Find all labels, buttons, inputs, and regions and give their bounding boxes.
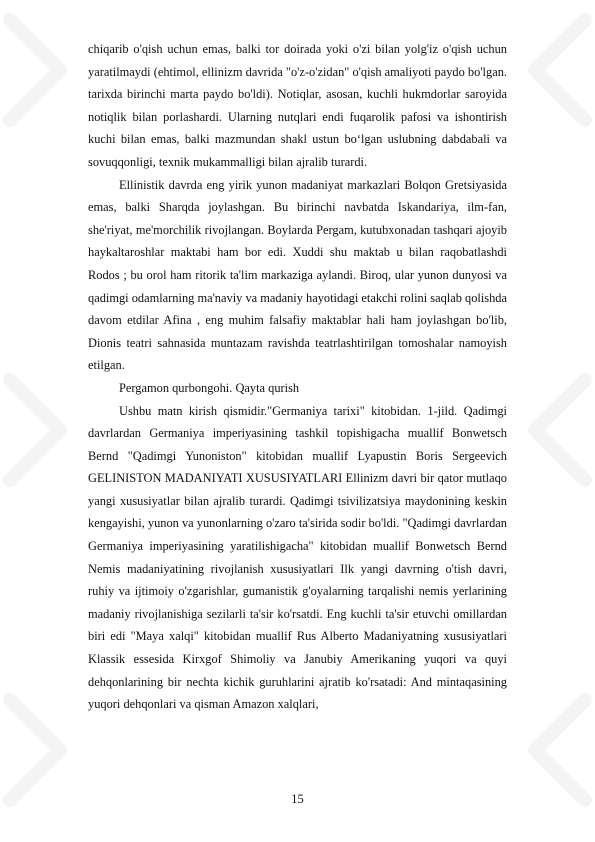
figure-caption: Pergamon qurbongohi. Qayta qurish xyxy=(119,380,300,395)
page-number: 15 xyxy=(291,792,304,806)
paragraph-3: Ushbu matn kirish qismidir."Germaniya tarixi" kitobidan. 1-jild. Qadimgi davrlardan Germaniya imperiyasining tashkil topishigacha muallif Bonwetsch Bernd "Qadimgi Yunoniston" kitobidan muallif Lyapustin Boris Sergeevich GELINISTON MADANIYATI XUSUSIYATLARI Ellinizm davri bir qator mutlaqo yangi xususiyatlar bilan ajralib turardi. Qadimgi tsivilizatsiya maydonining keskin kengayishi, yunon va yunonlarning o'zaro ta'sirida sodir bo'ldi. "Qadimgi davrlardan Germaniya imperiyasining yaratilishigacha" kitobidan muallif Bonwetsch Bernd Nemis madaniyatining rivojlanish xususiyatlari Ilk yangi davrning o'tish davri, ruhiy va ijtimoiy o'zgarishlar, gumanistik g'oyalarning tarqalishi nemis yerlarining madaniy rivojlanishiga sezilarli ta'sir ko'rsatdi. Eng kuchli ta'sir etuvchi omillardan biri edi "Maya xalqi" kitobidan muallif Rus Alberto Madaniyatning xususiyatlari Klassik essesida Kirxgof Shimoliy va Janubiy Amerikaning yuqori va quyi dehqonlarining bir nechta kichik guruhlarini ajratib ko'rsatadi: And mintaqasining yuqori dehqonlari va qisman Amazon xalqlari, xyxy=(88,403,507,712)
paragraph-1: chiqarib o'qish uchun emas, balki tor doirada yoki o'zi bilan yolg'iz o'qish uchun yaratilmaydi (ehtimol, ellinizm davrida "o'z-o'zidan" o'qish amaliyoti paydo bo'lgan. tarixda birinchi marta paydo bo'ldi). Notiqlar, asosan, kuchli hukmdorlar saroyida notiqlik bilan porlashardi. Ularning nutqlari endi fuqarolik pafosi va ishontirish kuchi bilan emas, balki mazmundan shakl ustun bo‘lgan uslubning dabdabali va sovuqqonligi, texnik mukammalligi bilan ajralib turardi. xyxy=(88,42,507,169)
paragraph-2: Ellinistik davrda eng yirik yunon madaniyat markazlari Bolqon Gretsiyasida emas, balki Sharqda joylashgan. Bu birinchi navbatda Iskandariya, ilm-fan, she'riyat, me'morchilik rivojlangan. Boylarda Pergam, kutubxonadan tashqari ajoyib haykaltaroshlar maktabi ham bor edi. Xuddi shu maktab u bilan raqobatlashdi Rodos ; bu orol ham ritorik ta'lim markaziga aylandi. Biroq, ular yunon dunyosi va qadimgi odamlarning ma'naviy va madaniy hayotidagi etakchi rolini saqlab qolishda davom etdilar Afina , eng muhim falsafiy maktablar hali ham joylashgan bo'lib, Dionis teatri sahnasida muntazam ravishda teatrlashtirilgan tomoshalar namoyish etilgan. xyxy=(88,177,507,373)
body-text xyxy=(88,38,507,716)
